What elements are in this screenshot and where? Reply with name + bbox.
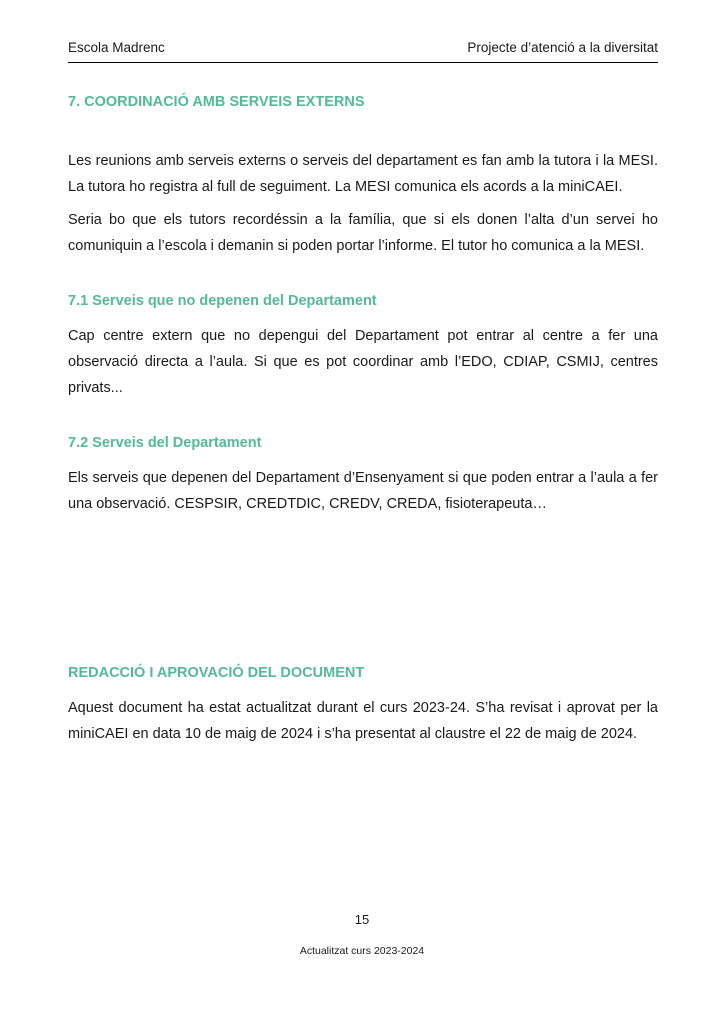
paragraph-tutors-familia: Seria bo que els tutors recordéssin a la família, que si els donen l’alta d’un servei ho comuniquin a l’escola i demanin si poden portar l’informe. El tutor ho comunica a la MESI. xyxy=(68,212,658,254)
paragraph-actualitzacio-document: Aquest document ha estat actualitzat durant el curs 2023-24. S’ha revisat i aprovat per la miniCAEI en data 10 de maig de 2024 i s’ha presentat al claustre el 22 de maig de 2024. xyxy=(68,700,658,742)
header-school-name: Escola Madrenc xyxy=(68,40,165,55)
footer-note: Actualitzat curs 2023-2024 xyxy=(299,945,425,957)
section-heading-redaccio-aprovacio: REDACCIÓ I APROVACIÓ DEL DOCUMENT xyxy=(68,665,365,681)
section-heading-coordinacio-serveis-externs: 7. COORDINACIÓ AMB SERVEIS EXTERNS xyxy=(68,94,365,110)
subsection-heading-serveis-no-departament: 7.1 Serveis que no depenen del Departament xyxy=(68,293,377,309)
document-body xyxy=(68,92,658,754)
paragraph-serveis-departament: Els serveis que depenen del Departament d’Ensenyament si que poden entrar a l’aula a fer una observació. CESPSIR, CREDTDIC, CREDV, CREDA, fisioterapeuta… xyxy=(68,470,658,512)
paragraph-centre-extern: Cap centre extern que no depengui del Departament pot entrar al centre a fer una observació directa a l’aula. Si que es pot coordinar amb l’EDO, CDIAP, CSMIJ, centres privats... xyxy=(68,328,658,396)
header-document-title: Projecte d’atenció a la diversitat xyxy=(467,40,658,55)
paragraph-reunions-serveis: Les reunions amb serveis externs o serveis del departament es fan amb la tutora i la MESI. La tutora ho registra al full de seguiment. La MESI comunica els acords a la miniCAEI. xyxy=(68,153,658,195)
page-number: 15 xyxy=(354,912,370,927)
subsection-heading-serveis-departament: 7.2 Serveis del Departament xyxy=(68,435,262,451)
document-header xyxy=(68,40,658,63)
